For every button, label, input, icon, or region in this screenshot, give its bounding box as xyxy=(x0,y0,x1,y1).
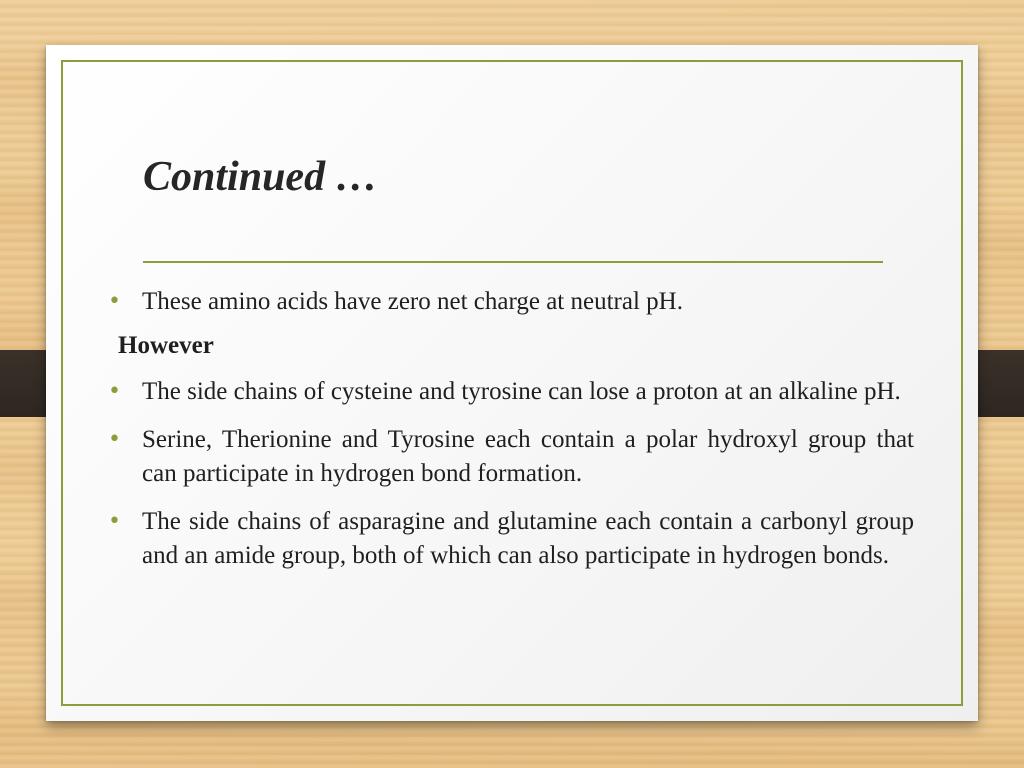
bullet-item xyxy=(108,375,914,409)
bullet-text: The side chains of asparagine and glutamine each contain a carbonyl group and an amide group, both of which can also participate in hydrogen bonds. xyxy=(142,508,914,569)
bullet-dot-icon: • xyxy=(108,427,121,452)
slide-title: Continued … xyxy=(143,154,378,200)
bullet-item xyxy=(108,423,914,491)
bullet-item xyxy=(108,505,914,573)
bullet-item xyxy=(108,285,914,319)
slide-body xyxy=(108,285,914,573)
bullet-dot-icon: • xyxy=(108,289,121,314)
bullet-text: These amino acids have zero net charge at neutral pH. xyxy=(142,288,683,315)
plain-text-item: However xyxy=(118,332,214,359)
title-divider xyxy=(143,261,883,263)
bullet-text: Serine, Therionine and Tyrosine each contain a polar hydroxyl group that can participate in hydrogen bond formation. xyxy=(142,426,914,487)
slide-card xyxy=(46,45,978,721)
bullet-dot-icon: • xyxy=(108,509,121,534)
bullet-dot-icon: • xyxy=(108,379,121,404)
bullet-text: The side chains of cysteine and tyrosine can lose a proton at an alkaline pH. xyxy=(142,378,901,405)
